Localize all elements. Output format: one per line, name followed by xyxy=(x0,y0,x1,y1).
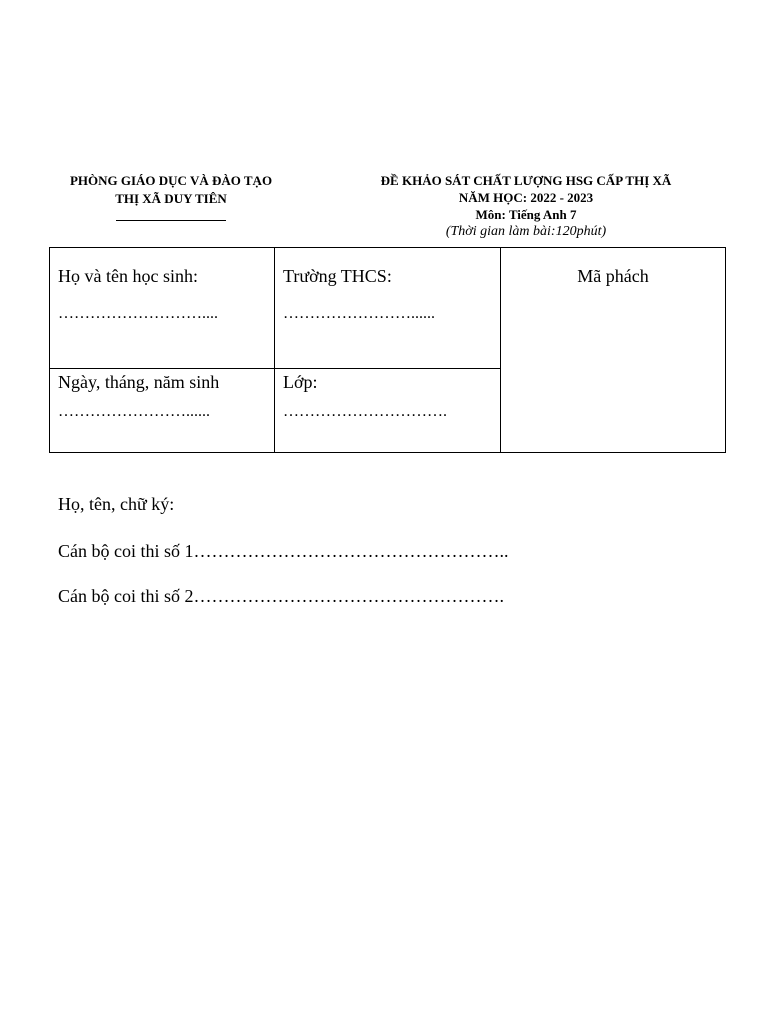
class-cell xyxy=(275,368,501,452)
student-info-table xyxy=(49,247,726,453)
time-limit: (Thời gian làm bài:120phút) xyxy=(445,224,607,239)
dob-field[interactable]: ……………………...... xyxy=(58,402,210,420)
exam-title: ĐỀ KHẢO SÁT CHẤT LƯỢNG HSG CẤP THỊ XÃ xyxy=(380,173,672,188)
school-year: NĂM HỌC: 2022 - 2023 xyxy=(458,190,594,205)
code-cell xyxy=(501,248,726,453)
department-header xyxy=(40,172,302,226)
school-label: Trường THCS: xyxy=(283,266,392,286)
dob-label: Ngày, tháng, năm sinh xyxy=(58,371,220,392)
school-field[interactable]: ……………………...... xyxy=(283,305,435,322)
class-label: Lớp: xyxy=(283,371,318,392)
student-name-field[interactable]: ……………………….... xyxy=(58,305,218,322)
class-field[interactable]: …………………………. xyxy=(283,402,447,420)
proctor-2-signature-line[interactable]: Cán bộ coi thi số 2……………………………………………. xyxy=(58,586,504,606)
school-cell xyxy=(275,248,501,369)
student-name-label: Họ và tên học sinh: xyxy=(58,266,198,286)
district-underline xyxy=(116,220,226,221)
district-name: THỊ XÃ DUY TIÊN xyxy=(115,191,227,206)
subject: Môn: Tiếng Anh 7 xyxy=(475,207,577,222)
student-name-cell xyxy=(50,248,275,369)
exam-header xyxy=(326,172,726,240)
proctor-1-signature-line[interactable]: Cán bộ coi thi số 1…………………………………………….. xyxy=(58,541,509,561)
code-label: Mã phách xyxy=(577,266,649,286)
department-name: PHÒNG GIÁO DỤC VÀ ĐÀO TẠO xyxy=(69,173,273,188)
signature-heading: Họ, tên, chữ ký: xyxy=(58,494,175,514)
dob-cell xyxy=(50,368,275,452)
